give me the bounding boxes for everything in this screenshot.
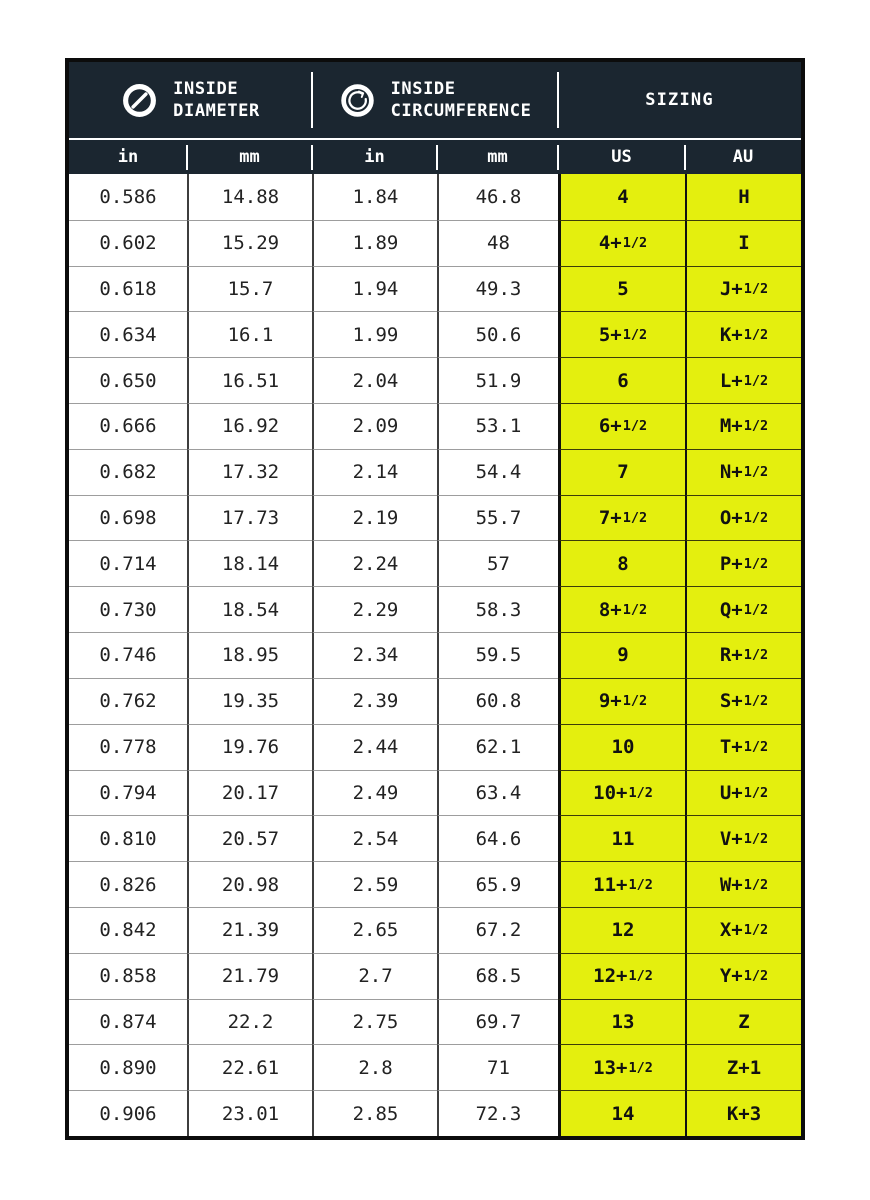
- circumference-mm-cell: 65.9: [437, 861, 558, 907]
- circumference-in-cell: 2.8: [312, 1044, 437, 1090]
- circumference-in-cell: 2.24: [312, 540, 437, 586]
- sizing-label: SIZING: [645, 90, 714, 110]
- diameter-mm-cell: 19.76: [187, 724, 312, 770]
- table-row: [69, 311, 801, 357]
- circumference-in-cell: 1.94: [312, 266, 437, 312]
- size-au-cell: M+ 1/2: [685, 403, 801, 449]
- size-au-cell: J+ 1/2: [685, 266, 801, 312]
- diameter-mm-cell: 14.88: [187, 174, 312, 220]
- size-us-cell: 11: [558, 815, 685, 861]
- column-header-au: AU: [732, 147, 754, 167]
- circumference-in-cell: 1.89: [312, 220, 437, 266]
- size-au-cell: S+ 1/2: [685, 678, 801, 724]
- diameter-mm-cell: 16.92: [187, 403, 312, 449]
- subheader-divider: [557, 145, 559, 170]
- column-header-circumference-mm: mm: [487, 147, 508, 167]
- diameter-mm-cell: 23.01: [187, 1090, 312, 1136]
- table-row: [69, 495, 801, 541]
- circumference-in-cell: 2.29: [312, 586, 437, 632]
- header-group-sizing: [558, 62, 801, 138]
- table-row: [69, 220, 801, 266]
- header-line: DIAMETER: [173, 101, 260, 121]
- table-row: [69, 678, 801, 724]
- diameter-mm-cell: 16.1: [187, 311, 312, 357]
- table-row: [69, 861, 801, 907]
- size-us-cell: 6+ 1/2: [558, 403, 685, 449]
- circumference-mm-cell: 50.6: [437, 311, 558, 357]
- size-au-cell: L+ 1/2: [685, 357, 801, 403]
- table-row: [69, 403, 801, 449]
- diameter-in-cell: 0.794: [69, 770, 187, 816]
- circumference-in-cell: 2.49: [312, 770, 437, 816]
- diameter-mm-cell: 16.51: [187, 357, 312, 403]
- circumference-in-cell: 2.59: [312, 861, 437, 907]
- table-row: [69, 266, 801, 312]
- size-us-cell: 9: [558, 632, 685, 678]
- size-au-cell: I: [685, 220, 801, 266]
- size-us-cell: 7+ 1/2: [558, 495, 685, 541]
- size-us-cell: 14: [558, 1090, 685, 1136]
- header-divider: [557, 72, 559, 128]
- diameter-in-cell: 0.890: [69, 1044, 187, 1090]
- size-us-cell: 5+ 1/2: [558, 311, 685, 357]
- header-line: INSIDE: [173, 78, 239, 99]
- diameter-mm-cell: 20.98: [187, 861, 312, 907]
- header-divider: [311, 72, 313, 128]
- circumference-mm-cell: 53.1: [437, 403, 558, 449]
- diameter-in-cell: 0.842: [69, 907, 187, 953]
- size-au-cell: H: [685, 174, 801, 220]
- circumference-in-cell: 2.14: [312, 449, 437, 495]
- circumference-mm-cell: 64.6: [437, 815, 558, 861]
- circumference-icon: [339, 82, 376, 119]
- size-us-cell: 13+ 1/2: [558, 1044, 685, 1090]
- header-group-inside-circumference: [312, 62, 558, 138]
- size-au-cell: V+ 1/2: [685, 815, 801, 861]
- table-row: [69, 357, 801, 403]
- table-row: [69, 174, 801, 220]
- diameter-in-cell: 0.906: [69, 1090, 187, 1136]
- table-row: [69, 953, 801, 999]
- subheader-divider: [684, 145, 686, 170]
- diameter-mm-cell: 21.39: [187, 907, 312, 953]
- header-label-inside-diameter: [173, 78, 260, 123]
- subheader-divider: [311, 145, 313, 170]
- diameter-mm-cell: 20.57: [187, 815, 312, 861]
- diameter-in-cell: 0.602: [69, 220, 187, 266]
- size-us-cell: 9+ 1/2: [558, 678, 685, 724]
- size-us-cell: 5: [558, 266, 685, 312]
- circumference-in-cell: 2.19: [312, 495, 437, 541]
- circumference-mm-cell: 72.3: [437, 1090, 558, 1136]
- circumference-mm-cell: 51.9: [437, 357, 558, 403]
- circumference-mm-cell: 49.3: [437, 266, 558, 312]
- circumference-mm-cell: 48: [437, 220, 558, 266]
- table-row: [69, 586, 801, 632]
- size-au-cell: Y+ 1/2: [685, 953, 801, 999]
- table-row: [69, 999, 801, 1045]
- table-row: [69, 1090, 801, 1136]
- circumference-in-cell: 2.44: [312, 724, 437, 770]
- diameter-in-cell: 0.714: [69, 540, 187, 586]
- diameter-in-cell: 0.826: [69, 861, 187, 907]
- table-body: [69, 174, 801, 1136]
- circumference-mm-cell: 71: [437, 1044, 558, 1090]
- circumference-mm-cell: 68.5: [437, 953, 558, 999]
- column-header-us: US: [611, 147, 632, 167]
- diameter-mm-cell: 17.32: [187, 449, 312, 495]
- subheader-divider: [186, 145, 188, 170]
- size-us-cell: 12: [558, 907, 685, 953]
- circumference-in-cell: 2.54: [312, 815, 437, 861]
- table-row: [69, 632, 801, 678]
- diameter-mm-cell: 22.2: [187, 999, 312, 1045]
- size-us-cell: 8: [558, 540, 685, 586]
- circumference-in-cell: 2.34: [312, 632, 437, 678]
- subheader-divider: [436, 145, 438, 170]
- diameter-in-cell: 0.762: [69, 678, 187, 724]
- diameter-in-cell: 0.698: [69, 495, 187, 541]
- table-row: [69, 449, 801, 495]
- circumference-mm-cell: 63.4: [437, 770, 558, 816]
- header-line: CIRCUMFERENCE: [390, 101, 532, 121]
- diameter-in-cell: 0.778: [69, 724, 187, 770]
- circumference-in-cell: 2.04: [312, 357, 437, 403]
- size-au-cell: N+ 1/2: [685, 449, 801, 495]
- subheader-row: [69, 140, 801, 174]
- diameter-in-cell: 0.618: [69, 266, 187, 312]
- size-us-cell: 12+ 1/2: [558, 953, 685, 999]
- size-us-cell: 10+ 1/2: [558, 770, 685, 816]
- diameter-mm-cell: 15.29: [187, 220, 312, 266]
- circumference-in-cell: 2.75: [312, 999, 437, 1045]
- circumference-mm-cell: 59.5: [437, 632, 558, 678]
- diameter-in-cell: 0.810: [69, 815, 187, 861]
- size-us-cell: 13: [558, 999, 685, 1045]
- circumference-in-cell: 2.85: [312, 1090, 437, 1136]
- header-line: INSIDE: [390, 78, 456, 99]
- diameter-in-cell: 0.586: [69, 174, 187, 220]
- size-us-cell: 6: [558, 357, 685, 403]
- header-label-inside-circumference: [391, 78, 532, 123]
- diameter-in-cell: 0.634: [69, 311, 187, 357]
- size-au-cell: K+3: [685, 1090, 801, 1136]
- table-row: [69, 724, 801, 770]
- circumference-in-cell: 2.65: [312, 907, 437, 953]
- diameter-mm-cell: 18.54: [187, 586, 312, 632]
- diameter-mm-cell: 19.35: [187, 678, 312, 724]
- diameter-in-cell: 0.666: [69, 403, 187, 449]
- size-us-cell: 7: [558, 449, 685, 495]
- size-us-cell: 4+ 1/2: [558, 220, 685, 266]
- size-au-cell: Z: [685, 999, 801, 1045]
- column-header-circumference-in: in: [364, 147, 385, 167]
- diameter-in-cell: 0.650: [69, 357, 187, 403]
- column-header-diameter-mm: mm: [239, 147, 260, 167]
- diameter-mm-cell: 21.79: [187, 953, 312, 999]
- table-row: [69, 770, 801, 816]
- circumference-mm-cell: 58.3: [437, 586, 558, 632]
- table-header: [69, 62, 801, 138]
- table-row: [69, 540, 801, 586]
- ring-size-table: [65, 58, 805, 1140]
- diameter-mm-cell: 17.73: [187, 495, 312, 541]
- header-group-inside-diameter: [69, 62, 312, 138]
- circumference-mm-cell: 62.1: [437, 724, 558, 770]
- diameter-mm-cell: 22.61: [187, 1044, 312, 1090]
- diameter-icon: [121, 82, 158, 119]
- circumference-mm-cell: 67.2: [437, 907, 558, 953]
- diameter-in-cell: 0.874: [69, 999, 187, 1045]
- size-au-cell: P+ 1/2: [685, 540, 801, 586]
- size-au-cell: W+ 1/2: [685, 861, 801, 907]
- size-us-cell: 4: [558, 174, 685, 220]
- diameter-mm-cell: 18.95: [187, 632, 312, 678]
- circumference-mm-cell: 46.8: [437, 174, 558, 220]
- diameter-in-cell: 0.858: [69, 953, 187, 999]
- diameter-in-cell: 0.746: [69, 632, 187, 678]
- size-au-cell: O+ 1/2: [685, 495, 801, 541]
- diameter-mm-cell: 18.14: [187, 540, 312, 586]
- diameter-in-cell: 0.730: [69, 586, 187, 632]
- size-au-cell: Z+1: [685, 1044, 801, 1090]
- table-row: [69, 1044, 801, 1090]
- circumference-in-cell: 1.84: [312, 174, 437, 220]
- diameter-in-cell: 0.682: [69, 449, 187, 495]
- size-au-cell: R+ 1/2: [685, 632, 801, 678]
- circumference-in-cell: 2.7: [312, 953, 437, 999]
- circumference-mm-cell: 55.7: [437, 495, 558, 541]
- diameter-mm-cell: 15.7: [187, 266, 312, 312]
- circumference-in-cell: 2.09: [312, 403, 437, 449]
- size-us-cell: 11+ 1/2: [558, 861, 685, 907]
- circumference-in-cell: 1.99: [312, 311, 437, 357]
- size-au-cell: Q+ 1/2: [685, 586, 801, 632]
- size-au-cell: X+ 1/2: [685, 907, 801, 953]
- table-row: [69, 907, 801, 953]
- circumference-mm-cell: 69.7: [437, 999, 558, 1045]
- circumference-mm-cell: 57: [437, 540, 558, 586]
- size-us-cell: 10: [558, 724, 685, 770]
- size-us-cell: 8+ 1/2: [558, 586, 685, 632]
- size-au-cell: T+ 1/2: [685, 724, 801, 770]
- diameter-mm-cell: 20.17: [187, 770, 312, 816]
- column-header-diameter-in: in: [117, 147, 139, 167]
- circumference-in-cell: 2.39: [312, 678, 437, 724]
- size-au-cell: U+ 1/2: [685, 770, 801, 816]
- table-row: [69, 815, 801, 861]
- size-au-cell: K+ 1/2: [685, 311, 801, 357]
- circumference-mm-cell: 60.8: [437, 678, 558, 724]
- circumference-mm-cell: 54.4: [437, 449, 558, 495]
